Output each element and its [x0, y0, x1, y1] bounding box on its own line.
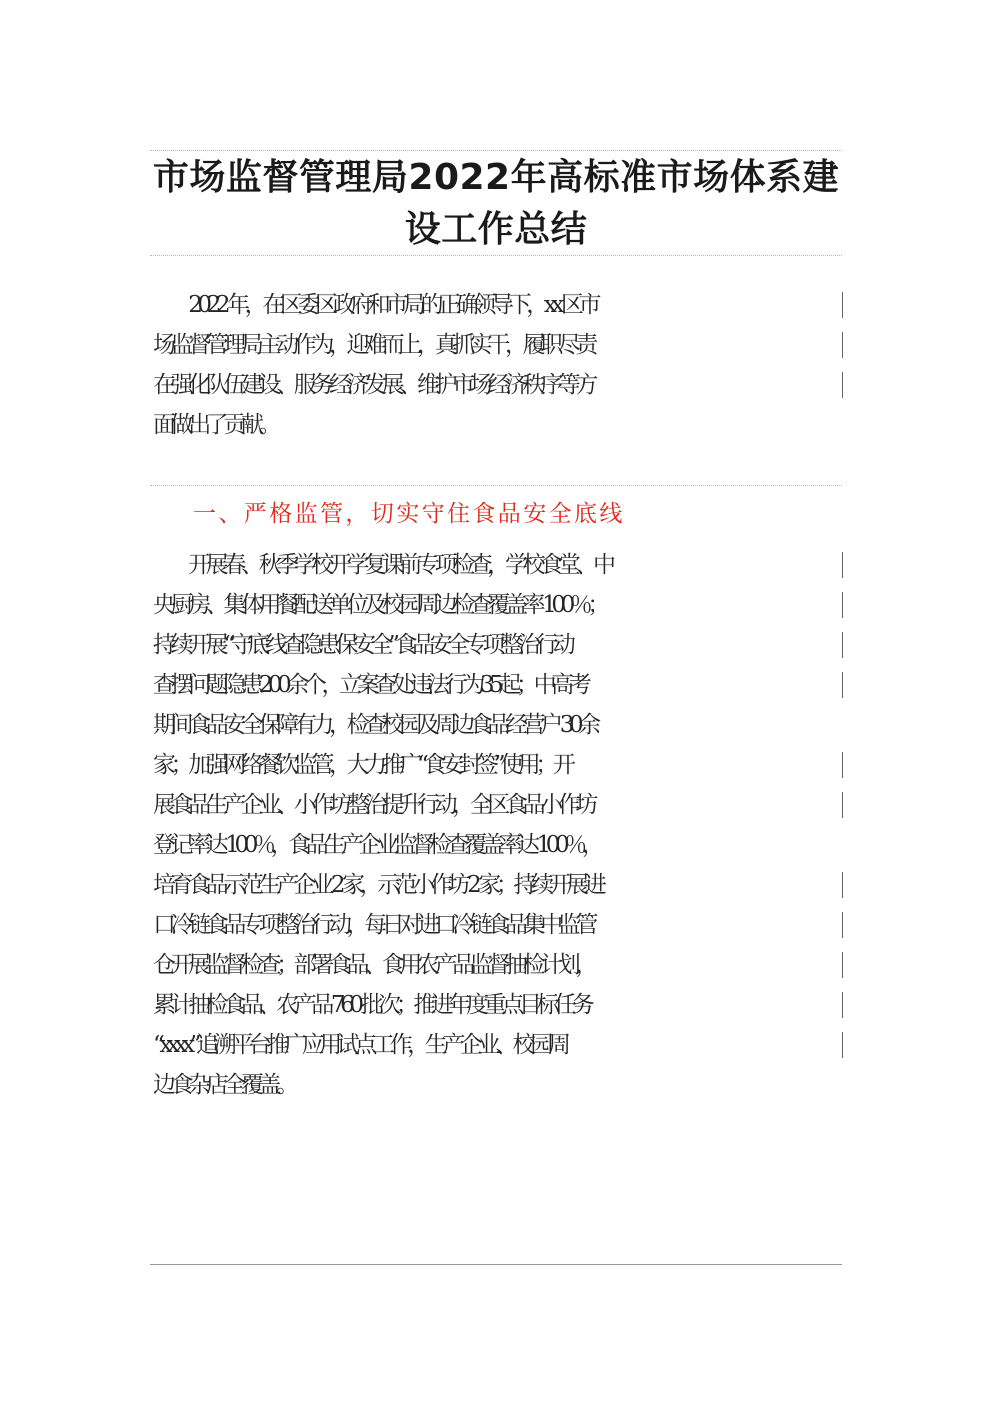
text-line: 累计抽检食品、农产品 760 批次；推进年度重点目标任务 — [153, 985, 843, 1025]
text-line: 仓开展监督检查；部署食品、食用农产品监督抽检计划， — [153, 945, 843, 985]
section-heading: 一、严格监管，切实守住食品安全底线 — [193, 501, 625, 527]
text-line: 登记率达 100％，食品生产企业监督检查覆盖率达 100％， — [153, 832, 600, 858]
text-line: 场监督管理局主动作为，迎难而上，真抓实干，履职尽责 — [153, 325, 843, 365]
title-rule — [150, 255, 842, 256]
section-rule — [150, 485, 842, 486]
text-line: 2022 年，在区委区政府和市局的正确领导下，xx 区市 — [153, 285, 843, 325]
text-line: 央厨房、集体用餐配送单位及校园周边检查覆盖率 100％； — [153, 585, 843, 625]
text-line: 开展春、秋季学校开学复课前专项检查，学校食堂、中 — [153, 545, 843, 585]
section-paragraph — [153, 545, 843, 1105]
text-line: 期间食品安全保障有力，检查校园及周边食品经营户 30余 — [153, 712, 596, 738]
title-line-2: 设工作总结 — [404, 209, 588, 250]
bottom-rule — [150, 1264, 842, 1265]
text-line: 家；加强网络餐饮监管，大力推广“食安封签”使用；开 — [153, 745, 843, 785]
text-line: 持续开展“守底线查隐患保安全”食品安全专项整治行动 — [153, 625, 843, 665]
text-line: 培育食品示范生产企业 2 家，示范小作坊 2 家；持续开展进 — [153, 865, 843, 905]
intro-paragraph — [153, 285, 843, 445]
text-line: 面做出了贡献。 — [153, 412, 277, 438]
text-line: 口冷链食品专项整治行动，每日对进口冷链食品集中监管 — [153, 905, 843, 945]
title-line-1: 市场监督管理局2022年高标准市场体系建 — [152, 157, 840, 198]
text-line: 在强化队伍建设、服务经济发展、维护市场经济秩序等方 — [153, 365, 843, 405]
text-line: 查摆问题隐患200余个，立案查处违法行为35起；中高考 — [153, 665, 843, 705]
text-line: 边食杂店全覆盖。 — [153, 1072, 294, 1098]
top-rule — [150, 150, 842, 151]
text-line: 展食品生产企业、小作坊整治提升行动，全区食品小作坊 — [153, 785, 843, 825]
page-title — [150, 152, 842, 256]
text-line: “xxxx”追溯平台推广应用试点工作，生产企业、校园周 — [153, 1025, 843, 1065]
